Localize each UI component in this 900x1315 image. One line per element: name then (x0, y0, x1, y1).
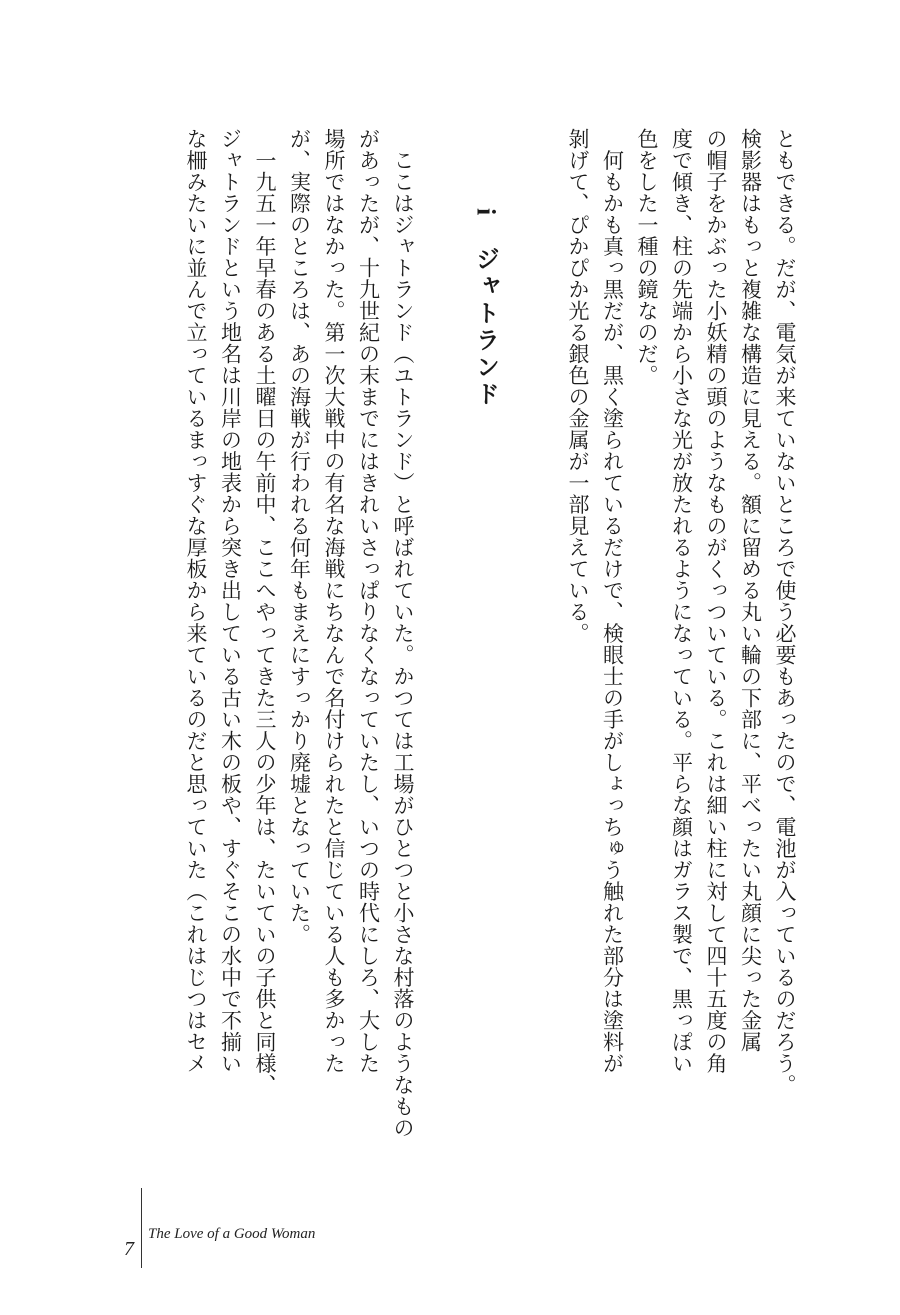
text-column: ともできる。だが、電気が来ていないところで使う必要もあったので、電池が入っているのだろう。 (773, 128, 797, 1096)
text-column: ここはジャトランド（ユトランド）と呼ばれていた。かつては工場がひとつと小さな村落のようなもの (391, 128, 415, 1139)
running-title: The Love of a Good Woman (148, 1226, 316, 1242)
text-column: ジャトランドという地名は川岸の地表から突き出している古い木の板や、すぐそこの水中で不揃い (218, 128, 243, 1074)
vertical-text-block (102, 128, 802, 1139)
text-column: 検影器はもっと複雑な構造に見える。額に留める丸い輪の下部に、平べったい丸顔に尖った金属 (738, 128, 763, 1053)
text-column: 剝げて、ぴかぴか光る銀色の金属が一部見えている。 (566, 128, 590, 644)
text-column: な柵みたいに並んで立っているまっすぐな厚板から来ているのだと思っていた（これはじつはセメ (184, 128, 208, 1074)
section-title: ジャトランド (471, 246, 500, 409)
section-heading (468, 128, 503, 1128)
text-column: 度で傾き、柱の先端から小さな光が放たれるようになっている。平らな顔はガラス製で、黒っぽい (669, 128, 694, 1074)
text-column: の帽子をかぶった小妖精の頭のようなものがくっついている。これは細い柱に対して四十五度の角 (704, 128, 728, 1074)
text-column: が、実際のところは、あの海戦が行われる何年もまえにすっかり廃墟となっていた。 (287, 128, 312, 945)
text-column: 何もかも真っ黒だが、黒く塗られているだけで、検眼士の手がしょっちゅう触れた部分は塗料が (600, 128, 625, 1074)
text-column: 色をした一種の鏡なのだ。 (635, 128, 659, 386)
text-column: があったが、十九世紀の末までにはきれいさっぱりなくなっていたし、いつの時代にしろ、大した (356, 128, 381, 1074)
text-column: 場所ではなかった。第一次大戦中の有名な海戦にちなんで名付けられたと信じている人も多かった (322, 128, 346, 1074)
page-number: 7 (124, 1238, 134, 1260)
folio-divider (141, 1188, 142, 1268)
text-column: 一九五一年早春のある土曜日の午前中、ここへやってきた三人の少年は、たいていの子供と同様、 (253, 128, 277, 1096)
section-number: i (471, 208, 501, 219)
